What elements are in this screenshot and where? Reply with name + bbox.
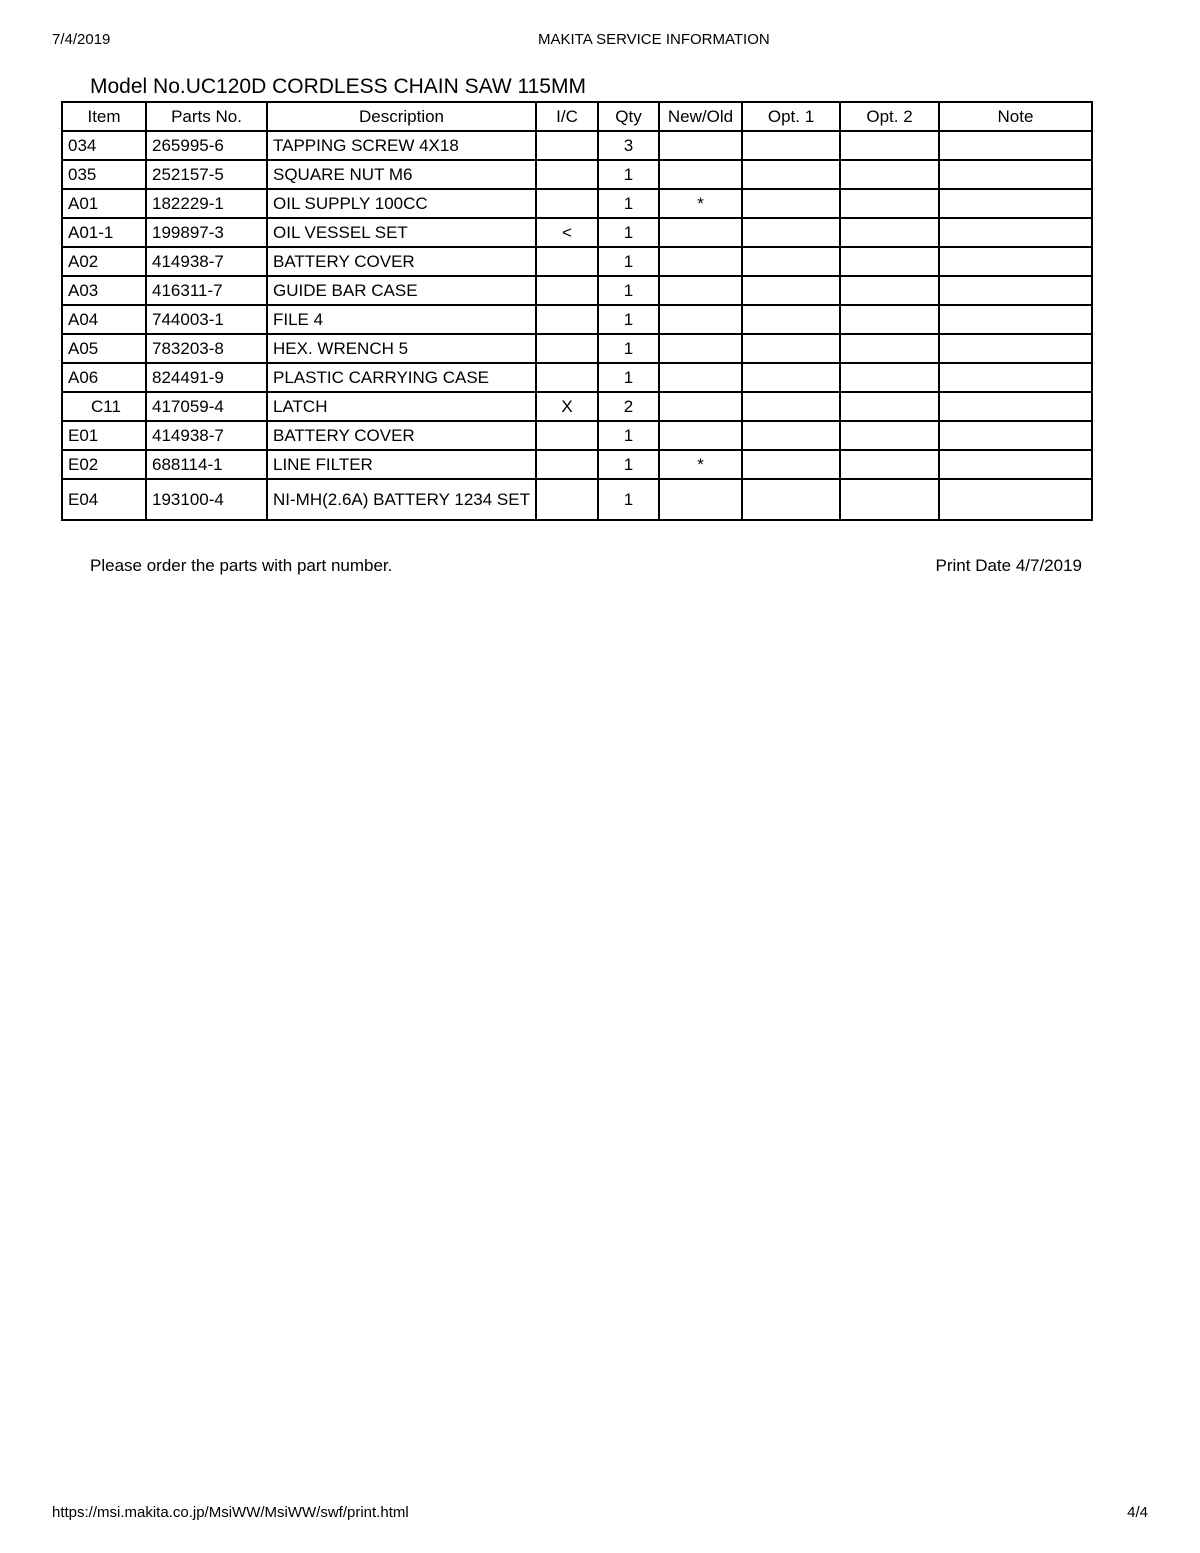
item-cell: C11 xyxy=(62,392,146,421)
table-row xyxy=(62,392,1092,421)
qty-cell: 1 xyxy=(598,160,659,189)
description-cell: GUIDE BAR CASE xyxy=(267,276,536,305)
parts-no-cell: 824491-9 xyxy=(146,363,267,392)
new-old-cell xyxy=(659,305,742,334)
page-url: https://msi.makita.co.jp/MsiWW/MsiWW/swf/print.html xyxy=(52,1504,409,1521)
note-cell xyxy=(939,189,1092,218)
parts-table xyxy=(61,101,1093,521)
ic-cell: X xyxy=(536,392,598,421)
note-cell xyxy=(939,392,1092,421)
column-header-new-old: New/Old xyxy=(659,102,742,131)
ic-cell: < xyxy=(536,218,598,247)
table-row xyxy=(62,450,1092,479)
opt1-cell xyxy=(742,392,840,421)
qty-cell: 1 xyxy=(598,218,659,247)
qty-cell: 1 xyxy=(598,247,659,276)
parts-no-cell: 252157-5 xyxy=(146,160,267,189)
note-cell xyxy=(939,218,1092,247)
qty-cell: 1 xyxy=(598,305,659,334)
note-cell xyxy=(939,247,1092,276)
item-cell: A04 xyxy=(62,305,146,334)
opt2-cell xyxy=(840,160,939,189)
description-cell: OIL VESSEL SET xyxy=(267,218,536,247)
note-cell xyxy=(939,334,1092,363)
ic-cell xyxy=(536,160,598,189)
opt1-cell xyxy=(742,247,840,276)
description-cell: TAPPING SCREW 4X18 xyxy=(267,131,536,160)
qty-cell: 1 xyxy=(598,363,659,392)
opt2-cell xyxy=(840,131,939,160)
qty-cell: 1 xyxy=(598,334,659,363)
ic-cell xyxy=(536,247,598,276)
ic-cell xyxy=(536,131,598,160)
qty-cell: 1 xyxy=(598,479,659,520)
table-row xyxy=(62,479,1092,520)
qty-cell: 1 xyxy=(598,276,659,305)
column-header-item: Item xyxy=(62,102,146,131)
parts-no-cell: 417059-4 xyxy=(146,392,267,421)
column-header-description: Description xyxy=(267,102,536,131)
new-old-cell: * xyxy=(659,450,742,479)
opt2-cell xyxy=(840,334,939,363)
opt2-cell xyxy=(840,479,939,520)
item-cell: 035 xyxy=(62,160,146,189)
description-cell: OIL SUPPLY 100CC xyxy=(267,189,536,218)
print-date: Print Date 4/7/2019 xyxy=(935,556,1082,575)
opt2-cell xyxy=(840,218,939,247)
description-cell: HEX. WRENCH 5 xyxy=(267,334,536,363)
qty-cell: 1 xyxy=(598,421,659,450)
ic-cell xyxy=(536,421,598,450)
qty-cell: 1 xyxy=(598,189,659,218)
parts-no-cell: 182229-1 xyxy=(146,189,267,218)
parts-no-cell: 193100-4 xyxy=(146,479,267,520)
print-header-title: MAKITA SERVICE INFORMATION xyxy=(538,31,770,48)
item-cell: E01 xyxy=(62,421,146,450)
opt1-cell xyxy=(742,479,840,520)
table-row xyxy=(62,218,1092,247)
new-old-cell xyxy=(659,247,742,276)
item-cell: A01-1 xyxy=(62,218,146,247)
table-row xyxy=(62,247,1092,276)
ic-cell xyxy=(536,450,598,479)
table-header-row xyxy=(62,102,1092,131)
opt1-cell xyxy=(742,189,840,218)
new-old-cell xyxy=(659,479,742,520)
opt2-cell xyxy=(840,276,939,305)
ic-cell xyxy=(536,334,598,363)
model-title: Model No.UC120D CORDLESS CHAIN SAW 115MM xyxy=(90,75,586,98)
note-cell xyxy=(939,479,1092,520)
new-old-cell xyxy=(659,392,742,421)
table-row xyxy=(62,276,1092,305)
item-cell: A01 xyxy=(62,189,146,218)
qty-cell: 3 xyxy=(598,131,659,160)
item-cell: A02 xyxy=(62,247,146,276)
new-old-cell xyxy=(659,218,742,247)
table-row xyxy=(62,363,1092,392)
column-header-parts-no: Parts No. xyxy=(146,102,267,131)
parts-no-cell: 783203-8 xyxy=(146,334,267,363)
note-cell xyxy=(939,305,1092,334)
note-cell xyxy=(939,160,1092,189)
item-cell: E02 xyxy=(62,450,146,479)
qty-cell: 1 xyxy=(598,450,659,479)
table-row xyxy=(62,334,1092,363)
item-cell: 034 xyxy=(62,131,146,160)
parts-no-cell: 688114-1 xyxy=(146,450,267,479)
description-cell: BATTERY COVER xyxy=(267,421,536,450)
column-header-ic: I/C xyxy=(536,102,598,131)
opt1-cell xyxy=(742,334,840,363)
opt1-cell xyxy=(742,131,840,160)
new-old-cell: * xyxy=(659,189,742,218)
new-old-cell xyxy=(659,160,742,189)
table-row xyxy=(62,305,1092,334)
opt1-cell xyxy=(742,218,840,247)
page-number: 4/4 xyxy=(1127,1504,1148,1521)
parts-no-cell: 265995-6 xyxy=(146,131,267,160)
table-row xyxy=(62,160,1092,189)
parts-no-cell: 414938-7 xyxy=(146,247,267,276)
note-cell xyxy=(939,421,1092,450)
opt2-cell xyxy=(840,450,939,479)
new-old-cell xyxy=(659,131,742,160)
ic-cell xyxy=(536,276,598,305)
note-cell xyxy=(939,276,1092,305)
table-row xyxy=(62,131,1092,160)
qty-cell: 2 xyxy=(598,392,659,421)
item-cell: A06 xyxy=(62,363,146,392)
new-old-cell xyxy=(659,363,742,392)
opt2-cell xyxy=(840,421,939,450)
print-header-date: 7/4/2019 xyxy=(52,31,111,48)
description-cell: LATCH xyxy=(267,392,536,421)
opt2-cell xyxy=(840,363,939,392)
opt2-cell xyxy=(840,247,939,276)
note-cell xyxy=(939,450,1092,479)
new-old-cell xyxy=(659,334,742,363)
new-old-cell xyxy=(659,276,742,305)
opt2-cell xyxy=(840,189,939,218)
new-old-cell xyxy=(659,421,742,450)
note-cell xyxy=(939,363,1092,392)
opt1-cell xyxy=(742,363,840,392)
opt1-cell xyxy=(742,276,840,305)
parts-no-cell: 744003-1 xyxy=(146,305,267,334)
description-cell: BATTERY COVER xyxy=(267,247,536,276)
order-note: Please order the parts with part number. xyxy=(90,556,393,575)
ic-cell xyxy=(536,189,598,218)
description-cell: SQUARE NUT M6 xyxy=(267,160,536,189)
note-cell xyxy=(939,131,1092,160)
table-row xyxy=(62,421,1092,450)
opt1-cell xyxy=(742,421,840,450)
column-header-note: Note xyxy=(939,102,1092,131)
description-cell: NI-MH(2.6A) BATTERY 1234 SET xyxy=(267,479,536,520)
ic-cell xyxy=(536,479,598,520)
opt2-cell xyxy=(840,392,939,421)
parts-no-cell: 199897-3 xyxy=(146,218,267,247)
item-cell: E04 xyxy=(62,479,146,520)
description-cell: LINE FILTER xyxy=(267,450,536,479)
opt1-cell xyxy=(742,305,840,334)
description-cell: FILE 4 xyxy=(267,305,536,334)
opt1-cell xyxy=(742,160,840,189)
table-row xyxy=(62,189,1092,218)
item-cell: A05 xyxy=(62,334,146,363)
column-header-opt2: Opt. 2 xyxy=(840,102,939,131)
parts-no-cell: 414938-7 xyxy=(146,421,267,450)
column-header-qty: Qty xyxy=(598,102,659,131)
ic-cell xyxy=(536,363,598,392)
column-header-opt1: Opt. 1 xyxy=(742,102,840,131)
description-cell: PLASTIC CARRYING CASE xyxy=(267,363,536,392)
parts-no-cell: 416311-7 xyxy=(146,276,267,305)
opt2-cell xyxy=(840,305,939,334)
parts-table-body xyxy=(62,131,1092,520)
opt1-cell xyxy=(742,450,840,479)
ic-cell xyxy=(536,305,598,334)
item-cell: A03 xyxy=(62,276,146,305)
